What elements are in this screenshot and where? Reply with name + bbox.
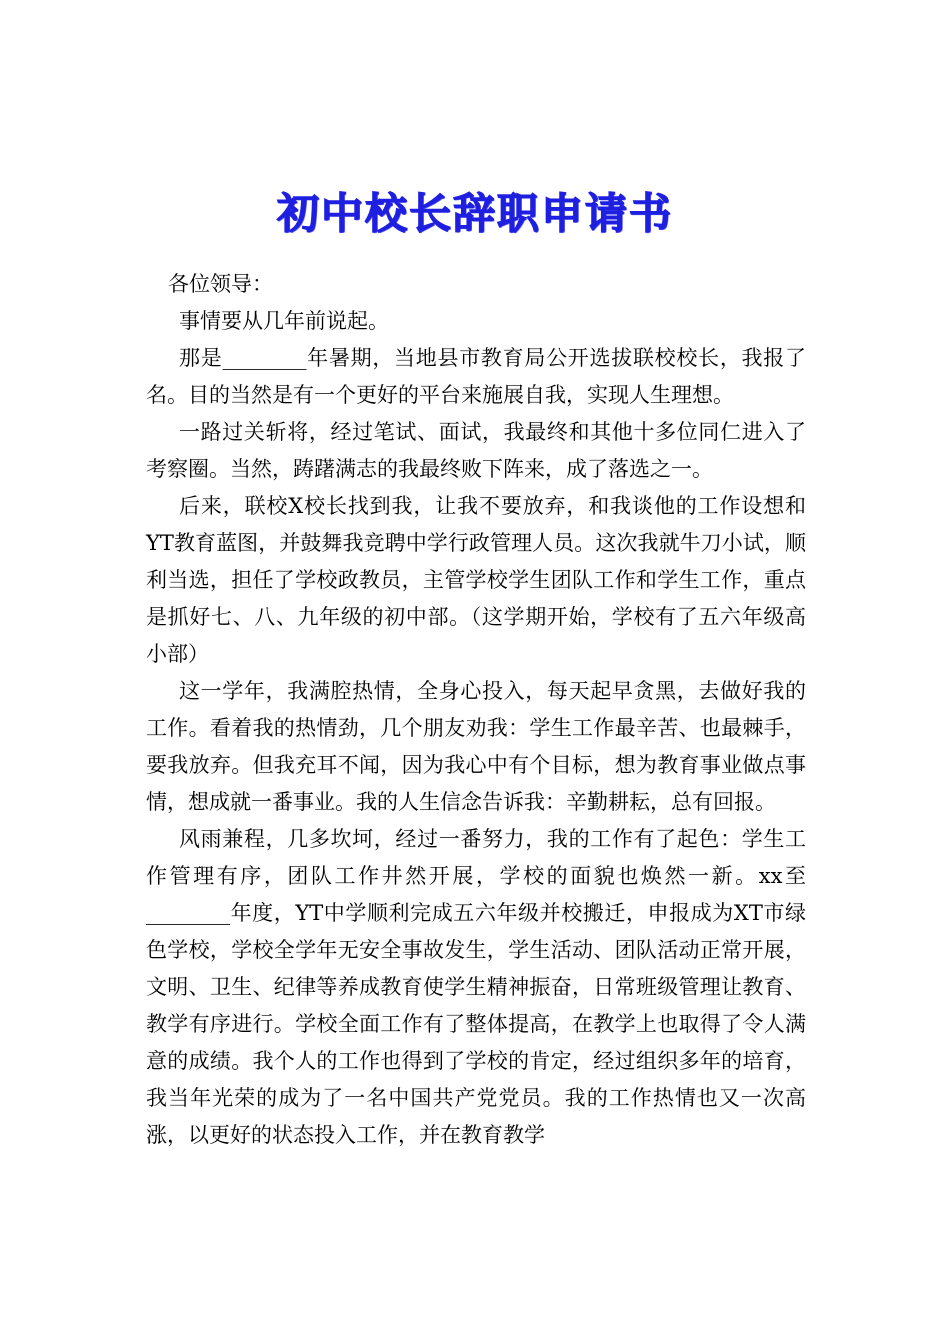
paragraph-1: 事情要从几年前说起。 xyxy=(179,309,389,333)
document-body xyxy=(146,266,806,1154)
salutation: 各位领导： xyxy=(168,272,273,296)
paragraph-5: 这一学年，我满腔热情，全身心投入，每天起早贪黑，去做好我的工作。看着我的热情劲，几个朋友劝我：学生工作最辛苦、也最棘手，要我放弃。但我充耳不闻，因为我心中有个目标，想为教育事业做点事情，想成就一番事业。我的人生信念告诉我：辛勤耕耘，总有回报。 xyxy=(146,679,806,814)
paragraph-6: 风雨兼程，几多坎坷，经过一番努力，我的工作有了起色：学生工作管理有序，团队工作井然开展，学校的面貌也焕然一新。xx至________年度，YT中学顺利完成五六年级并校搬迁，申报成为XT市绿色学校，学校全学年无安全事故发生，学生活动、团队活动正常开展，文明、卫生、纪律等养成教育使学生精神振奋，日常班级管理让教育、教学有序进行。学校全面工作有了整体提高，在教学上也取得了令人满意的成绩。我个人的工作也得到了学校的肯定，经过组织多年的培育，我当年光荣的成为了一名中国共产党党员。我的工作热情也又一次高涨，以更好的状态投入工作，并在教育教学 xyxy=(146,827,806,1147)
paragraph-4: 后来，联校X校长找到我，让我不要放弃，和我谈他的工作设想和YT教育蓝图，并鼓舞我竞聘中学行政管理人员。这次我就牛刀小试，顺利当选，担任了学校政教员，主管学校学生团队工作和学生工作，重点是抓好七、八、九年级的初中部。（这学期开始，学校有了五六年级高小部） xyxy=(146,494,806,666)
document-title: 初中校长辞职申请书 xyxy=(276,189,673,238)
paragraph-2: 那是________年暑期，当地县市教育局公开选拔联校校长，我报了名。目的当然是有一个更好的平台来施展自我，实现人生理想。 xyxy=(146,346,806,407)
paragraph-3: 一路过关斩将，经过笔试、面试，我最终和其他十多位同仁进入了考察圈。当然，踌躇满志的我最终败下阵来，成了落选之一。 xyxy=(146,420,806,481)
